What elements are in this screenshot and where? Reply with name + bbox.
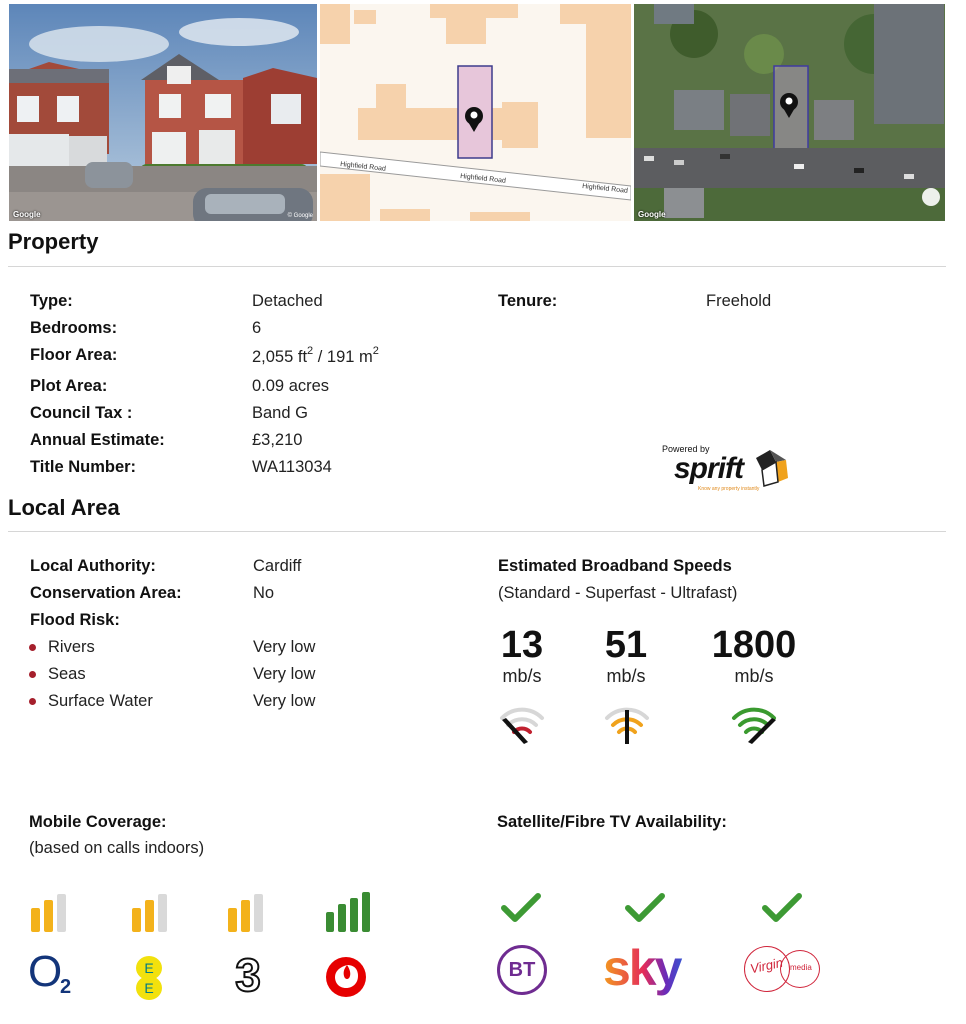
superfast-speed-unit: mb/s xyxy=(606,666,646,686)
bt-available-check-icon xyxy=(500,892,542,926)
floor-area-value: 2,055 $ft^2 / 191$ $m^2$ xyxy=(252,345,379,366)
standard-speed-unit: mb/s xyxy=(502,666,542,686)
ultrafast-speed-gauge-icon xyxy=(730,704,778,746)
annual-estimate-label: Annual Estimate: xyxy=(30,431,165,449)
flood-surface-water-label: Surface Water xyxy=(48,692,153,710)
bullet-icon xyxy=(29,671,36,678)
mobile-coverage-subtitle: (based on calls indoors) xyxy=(29,839,205,857)
flood-seas-label: Seas xyxy=(48,665,86,683)
superfast-speed-gauge-icon xyxy=(603,704,651,746)
local-authority-value: Cardiff xyxy=(253,557,302,575)
conservation-area-label: Conservation Area: xyxy=(30,584,182,602)
flood-rivers-label: Rivers xyxy=(48,638,95,656)
map-image xyxy=(320,4,631,221)
sprift-brand: sprift xyxy=(674,452,743,485)
broadband-title: Estimated Broadband Speeds xyxy=(498,557,732,575)
sprift-logo xyxy=(660,444,800,496)
powered-by-text: Powered by xyxy=(662,444,710,454)
sky-available-check-icon xyxy=(624,892,666,926)
broadband-subtitle: (Standard - Superfast - Ultrafast) xyxy=(498,584,738,602)
floor-area-label: Floor Area: xyxy=(30,346,118,364)
ultrafast-speed-value: 1800 xyxy=(711,624,797,666)
council-tax-value: Band G xyxy=(252,404,308,422)
ee-signal-bars-icon xyxy=(130,892,174,936)
annual-estimate-value: £3,210 xyxy=(252,431,303,449)
sprift-cube-icon xyxy=(752,448,792,488)
flood-seas-value: Very low xyxy=(253,665,316,683)
title-number-label: Title Number: xyxy=(30,458,137,476)
vodafone-signal-bars-icon xyxy=(326,892,370,936)
local-authority-label: Local Authority: xyxy=(30,557,156,575)
aerial-image xyxy=(634,4,945,221)
flood-surface-water-value: Very low xyxy=(253,692,316,710)
tenure-value: Freehold xyxy=(706,292,772,310)
copyright-text: © Google xyxy=(287,213,313,219)
bullet-icon xyxy=(29,698,36,705)
road-label: Highfield Road xyxy=(581,183,629,195)
plot-area-value: 0.09 acres xyxy=(252,377,330,395)
virgin-media-logo: Virgin media xyxy=(744,946,822,992)
google-watermark: Google xyxy=(13,210,41,219)
o2-logo: O 2 xyxy=(28,947,72,998)
street-view-image xyxy=(9,4,317,221)
title-number-value: WA113034 xyxy=(252,458,332,476)
divider xyxy=(8,531,946,532)
tenure-label: Tenure: xyxy=(498,292,558,310)
sky-logo: sky xyxy=(603,938,693,998)
vodafone-logo xyxy=(325,956,367,998)
plot-area-label: Plot Area: xyxy=(30,377,108,395)
divider xyxy=(8,266,946,267)
flood-rivers-value: Very low xyxy=(253,638,316,656)
property-section-title: Property xyxy=(8,229,99,254)
type-label: Type: xyxy=(30,292,73,310)
three-signal-bars-icon xyxy=(226,892,270,936)
property-images xyxy=(9,4,945,221)
google-watermark: Google xyxy=(638,210,666,219)
tv-availability-title: Satellite/Fibre TV Availability: xyxy=(497,813,727,831)
flood-risk-label: Flood Risk: xyxy=(30,611,120,629)
bedrooms-label: Bedrooms: xyxy=(30,319,118,337)
type-value: Detached xyxy=(252,292,323,310)
bedrooms-value: 6 xyxy=(252,319,262,337)
standard-speed-gauge-icon xyxy=(498,704,546,746)
road-label: Highfield Road xyxy=(459,173,507,185)
three-logo: 3 xyxy=(235,949,261,1001)
o2-signal-bars-icon xyxy=(29,892,73,936)
conservation-area-value: No xyxy=(253,584,275,602)
ultrafast-speed-unit: mb/s xyxy=(734,666,774,686)
sprift-tagline: Know any property instantly xyxy=(698,486,760,492)
mobile-coverage-title: Mobile Coverage: xyxy=(29,813,167,831)
local-area-section-title: Local Area xyxy=(8,495,120,520)
bullet-icon xyxy=(29,644,36,651)
virgin-media-available-check-icon xyxy=(761,892,803,926)
bt-logo: BT xyxy=(497,945,547,995)
council-tax-label: Council Tax : xyxy=(30,404,133,422)
superfast-speed-value: 51 xyxy=(604,624,648,666)
road-label: Highfield Road xyxy=(339,161,387,173)
ee-logo: E E xyxy=(136,956,164,1002)
standard-speed-value: 13 xyxy=(500,624,544,666)
